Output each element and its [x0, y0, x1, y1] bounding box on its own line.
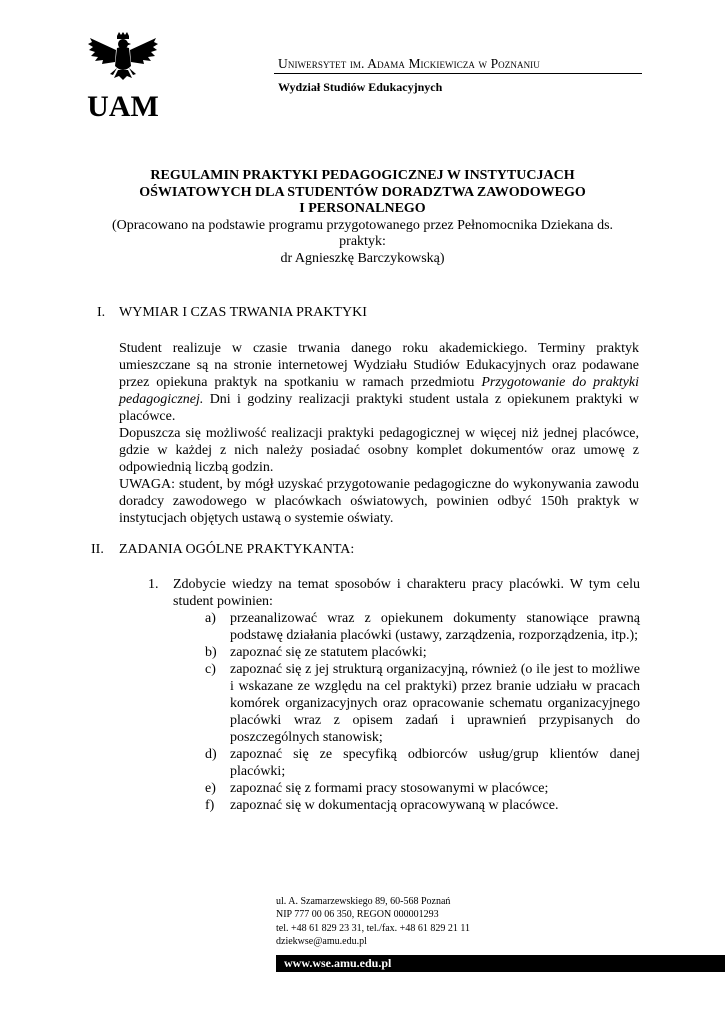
document-title [60, 168, 665, 267]
sublist-item [205, 661, 640, 746]
title-note-3: dr Agnieszkę Barczykowską) [280, 250, 445, 266]
sublist-item [205, 610, 640, 644]
section-1-paragraph-3: UWAGA: student, by mógł uzyskać przygotowanie pedagogiczne do wykonywania zawodu doradcy zawodowego w placówkach oświatowych, powinien odbyć 150h praktyk w instytucjach objętych ustawą o systemie oświaty. [119, 477, 639, 526]
footer-nip: NIP 777 00 06 350, REGON 000001293 [276, 909, 439, 921]
paragraph-1-text-a: Student realizuje w czasie trwania danego roku akademickiego. Terminy praktyk umieszczane są na stronie internetowej Wydziału Studiów Edukacyjnych oraz podawane przez opiekuna praktyk na spotkaniu w ramach przedmiotu [119, 341, 639, 390]
university-name: Uniwersytet im. Adama Mickiewicza w Poznaniu [278, 56, 540, 71]
section-1-title: WYMIAR I CZAS TRWANIA PRAKTYKI [119, 305, 367, 320]
eagle-emblem-icon [86, 32, 160, 122]
header-divider [274, 73, 642, 74]
sublist-item [205, 797, 640, 814]
sublist-text: zapoznać się z jej strukturą organizacyjną, również (o ile jest to możliwe i wskazane ze względu na cel praktyki) przez branie udziału w pracach komórek organizacyjnych oraz opracowanie schematu organizacyjnego placówki wraz z opisem zadań i uprawnień przypisanych do poszczególnych stanowisk; [230, 662, 640, 745]
sublist-item [205, 644, 640, 661]
sublist-marker: d) [205, 747, 217, 762]
footer-phone: tel. +48 61 829 23 31, tel./fax. +48 61 829 21 11 [276, 922, 470, 934]
title-line-1: REGULAMIN PRAKTYKI PEDAGOGICZNEJ W INSTYTUCJACH [150, 168, 575, 183]
list-item-text: Zdobycie wiedzy na temat sposobów i charakteru pracy placówki. W tym celu student powinien: [173, 577, 640, 609]
sublist-marker: a) [205, 611, 216, 626]
university-logo [86, 32, 160, 122]
section-1-body [119, 340, 639, 527]
sublist-marker: f) [205, 798, 215, 813]
sublist-text: zapoznać się w dokumentacją opracowywaną w placówce. [230, 798, 559, 813]
title-note-2: praktyk: [339, 234, 386, 249]
task-sublist [205, 610, 640, 814]
sublist-item [205, 780, 640, 797]
section-2-number: II. [91, 542, 104, 557]
section-1-number: I. [97, 305, 106, 320]
faculty-name: Wydział Studiów Edukacyjnych [278, 80, 443, 94]
footer-email[interactable]: dziekwse@amu.edu.pl [276, 936, 367, 948]
sublist-text: zapoznać się z formami pracy stosowanymi w placówce; [230, 781, 549, 796]
sublist-text: zapoznać się ze statutem placówki; [230, 645, 427, 660]
course-name: Przygotowanie do praktyki pedagogicznej. [119, 375, 639, 407]
sublist-marker: c) [205, 662, 216, 677]
section-2-heading [91, 542, 355, 558]
footer-website-link[interactable]: www.wse.amu.edu.pl [284, 956, 392, 970]
paragraph-1-text-b: Dni i godziny realizacji praktyki student ustala z opiekunem praktyki w placówce. [119, 392, 639, 424]
sublist-item [205, 746, 640, 780]
sublist-marker: e) [205, 781, 216, 796]
title-note-1: (Opracowano na podstawie programu przygotowanego przez Pełnomocnika Dziekana ds. [111, 217, 614, 233]
title-line-3: I PERSONALNEGO [299, 201, 426, 216]
section-2-title: ZADANIA OGÓLNE PRAKTYKANTA: [119, 542, 355, 557]
sublist-text: zapoznać się ze specyfiką odbiorców usług/grup klientów danej placówki; [230, 747, 640, 779]
logo-text: UAM [87, 90, 159, 122]
sublist-marker: b) [205, 645, 217, 660]
section-1-paragraph-2: Dopuszcza się możliwość realizacji praktyki pedagogicznej w więcej niż jednej placówce, gdzie w każdej z nich należy posiadać osobny komplet dokumentów oraz umowę z odpowiednią liczbą godzin. [119, 426, 639, 475]
sublist-text: przeanalizować wraz z opiekunem dokumenty stanowiące prawną podstawę działania placówki (ustawy, zarządzenia, rozporządzenia, itp.); [230, 611, 640, 643]
title-line-2: OŚWIATOWYCH DLA STUDENTÓW DORADZTWA ZAWODOWEGO [139, 184, 586, 200]
footer-address: ul. A. Szamarzewskiego 89, 60-568 Poznań [276, 896, 451, 907]
task-list-item-1 [148, 576, 640, 610]
list-marker: 1. [148, 577, 159, 592]
section-1-heading [97, 305, 367, 321]
section-1-paragraph-1 [119, 340, 639, 425]
footer-contact [276, 895, 470, 949]
